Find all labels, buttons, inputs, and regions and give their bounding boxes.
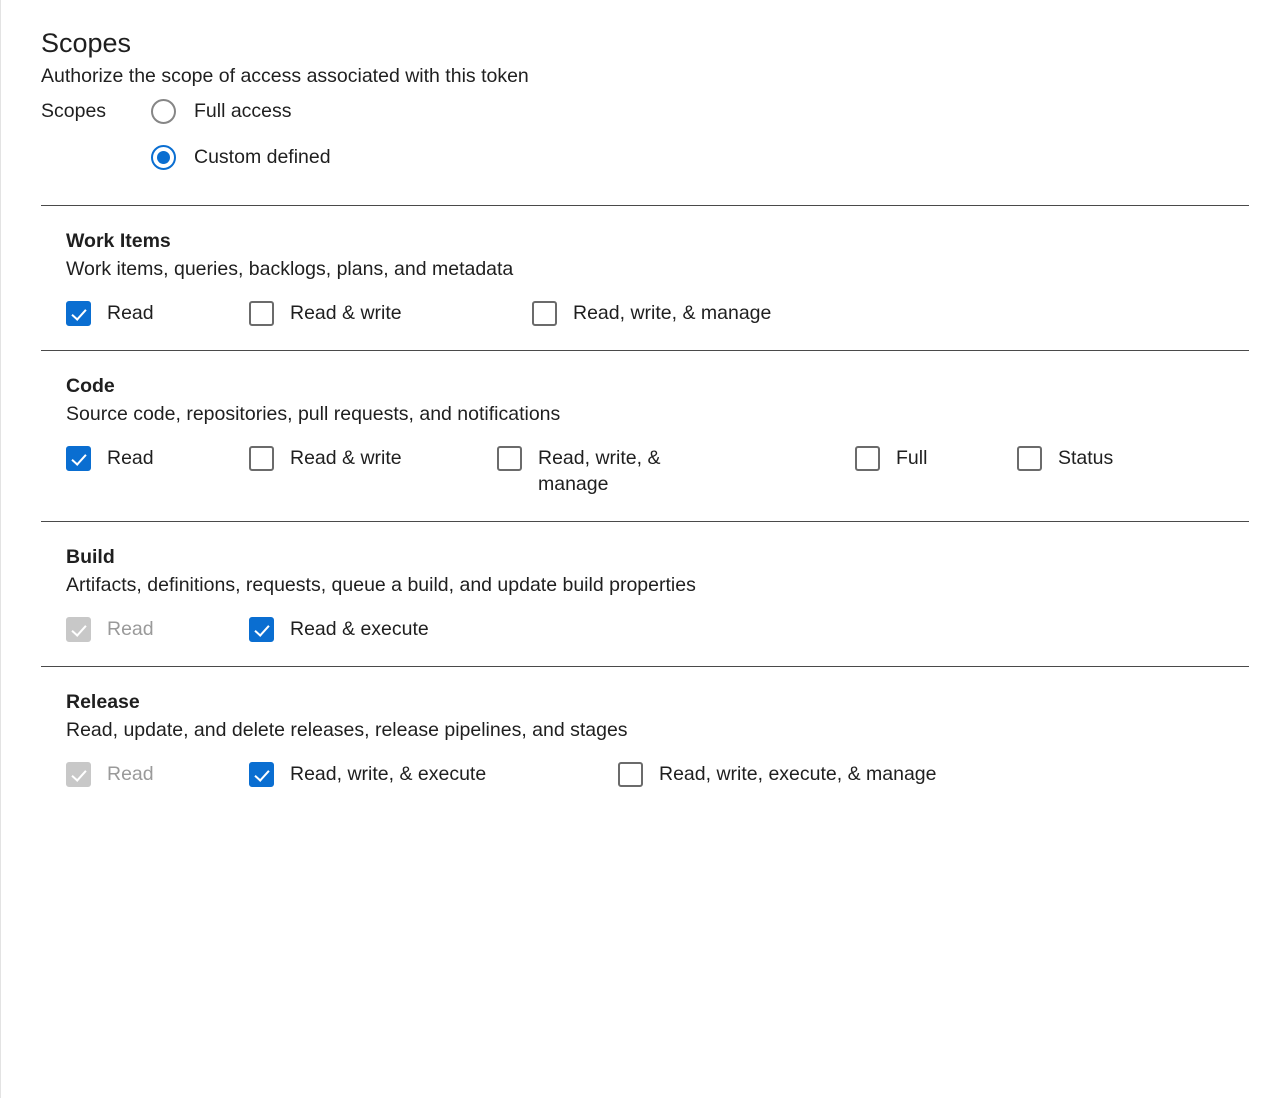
- option-code-read-write-manage[interactable]: [497, 445, 855, 497]
- scope-title-build: Build: [66, 546, 115, 568]
- page-title: Scopes: [41, 28, 132, 58]
- scopes-radio-group-label: Scopes: [41, 99, 107, 122]
- option-code-read[interactable]: [66, 445, 249, 471]
- scope-title-code: Code: [66, 375, 115, 397]
- scope-options-code: [66, 445, 1251, 497]
- option-label: Read: [107, 763, 154, 785]
- checkbox-icon[interactable]: [66, 446, 91, 471]
- scopes-radio-row-full: [41, 93, 1251, 129]
- option-label: Status: [1058, 447, 1114, 469]
- option-label: Read & write: [290, 302, 402, 324]
- scope-section-build: [41, 522, 1251, 666]
- option-release-read-write-execute[interactable]: [249, 761, 618, 787]
- checkbox-icon[interactable]: [1017, 446, 1042, 471]
- scope-options-work-items: [66, 300, 1251, 326]
- option-build-read-execute[interactable]: [249, 616, 429, 642]
- checkbox-icon[interactable]: [855, 446, 880, 471]
- checkbox-icon: [66, 762, 91, 787]
- option-label: Read: [107, 447, 154, 469]
- scope-title-release: Release: [66, 691, 140, 713]
- option-label: Read: [107, 618, 154, 640]
- option-release-read-write-execute-manage[interactable]: [618, 761, 937, 787]
- option-code-full[interactable]: [855, 445, 1017, 471]
- radio-custom-defined-label: Custom defined: [194, 145, 331, 168]
- option-work-items-read-write-manage[interactable]: [532, 300, 771, 326]
- scope-description-build: Artifacts, definitions, requests, queue a build, and update build properties: [66, 574, 696, 596]
- radio-full-access[interactable]: [151, 99, 176, 124]
- checkbox-icon[interactable]: [532, 301, 557, 326]
- scope-description-work-items: Work items, queries, backlogs, plans, and metadata: [66, 258, 514, 280]
- scope-section-work-items: [41, 206, 1251, 350]
- scope-description-release: Read, update, and delete releases, release pipelines, and stages: [66, 719, 628, 741]
- option-label: Read, write, execute, & manage: [659, 763, 937, 785]
- option-label: Full: [896, 447, 928, 469]
- radio-full-access-label: Full access: [194, 99, 292, 122]
- option-work-items-read[interactable]: [66, 300, 249, 326]
- scope-options-build: [66, 616, 1251, 642]
- option-build-read: [66, 616, 249, 642]
- option-label: Read & execute: [290, 618, 429, 640]
- scopes-radio-row-custom: [41, 139, 1251, 175]
- option-code-status[interactable]: [1017, 445, 1113, 471]
- scope-section-code: [41, 351, 1251, 521]
- checkbox-icon[interactable]: [249, 762, 274, 787]
- option-label: Read: [107, 302, 154, 324]
- scope-description-code: Source code, repositories, pull requests, and notifications: [66, 403, 561, 425]
- option-release-read: [66, 761, 249, 787]
- page-subtitle: Authorize the scope of access associated with this token: [41, 65, 529, 87]
- scope-options-release: [66, 761, 1251, 787]
- option-work-items-read-write[interactable]: [249, 300, 532, 326]
- checkbox-icon[interactable]: [497, 446, 522, 471]
- radio-custom-defined[interactable]: [151, 145, 176, 170]
- checkbox-icon[interactable]: [249, 446, 274, 471]
- checkbox-icon[interactable]: [249, 617, 274, 642]
- checkbox-icon: [66, 617, 91, 642]
- option-code-read-write[interactable]: [249, 445, 497, 471]
- option-label: Read & write: [290, 447, 402, 469]
- option-label: Read, write, & execute: [290, 763, 487, 785]
- option-label: Read, write, & manage: [538, 447, 661, 495]
- checkbox-icon[interactable]: [66, 301, 91, 326]
- scopes-content: [41, 26, 1251, 811]
- scope-title-work-items: Work Items: [66, 230, 171, 252]
- checkbox-icon[interactable]: [249, 301, 274, 326]
- left-edge-divider: [0, 0, 1, 1098]
- scope-section-release: [41, 667, 1251, 811]
- option-label: Read, write, & manage: [573, 302, 772, 324]
- checkbox-icon[interactable]: [618, 762, 643, 787]
